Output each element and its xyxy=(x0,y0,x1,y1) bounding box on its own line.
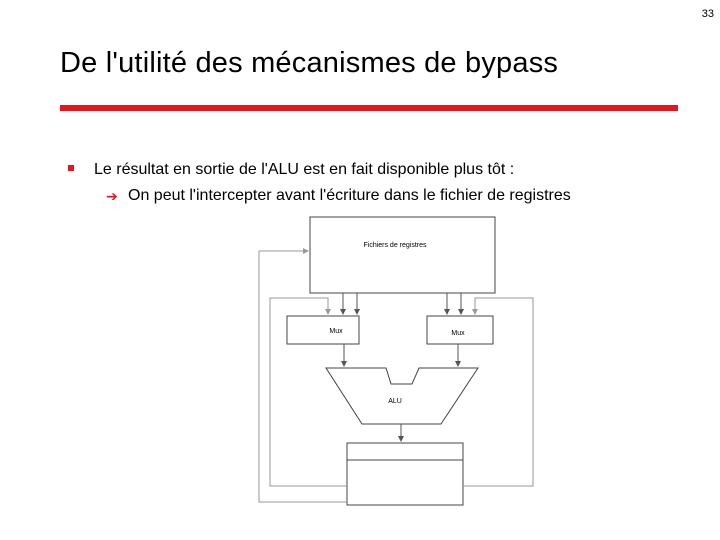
square-bullet-icon xyxy=(68,165,74,171)
title-underline xyxy=(60,105,678,111)
page-number: 33 xyxy=(701,8,714,20)
alu-label: ALU xyxy=(388,398,402,405)
arrow-bullet-icon: ➔ xyxy=(106,189,118,205)
pipeline-register-box xyxy=(347,443,463,505)
register-file-label: Fichiers de registres xyxy=(363,242,427,249)
slide-title: De l'utilité des mécanismes de bypass xyxy=(60,47,559,79)
pipeline-diagram xyxy=(250,214,550,519)
alu-shape xyxy=(326,368,478,424)
bullet-level1-text: Le résultat en sortie de l'ALU est en fait disponible plus tôt : xyxy=(94,161,515,178)
register-file-box xyxy=(310,217,495,293)
bullet-level2-text: On peut l'intercepter avant l'écriture dans le fichier de registres xyxy=(128,187,571,204)
mux-right-label: Mux xyxy=(451,330,465,337)
mux-left-label: Mux xyxy=(329,328,343,335)
mux-left-box xyxy=(287,316,359,344)
